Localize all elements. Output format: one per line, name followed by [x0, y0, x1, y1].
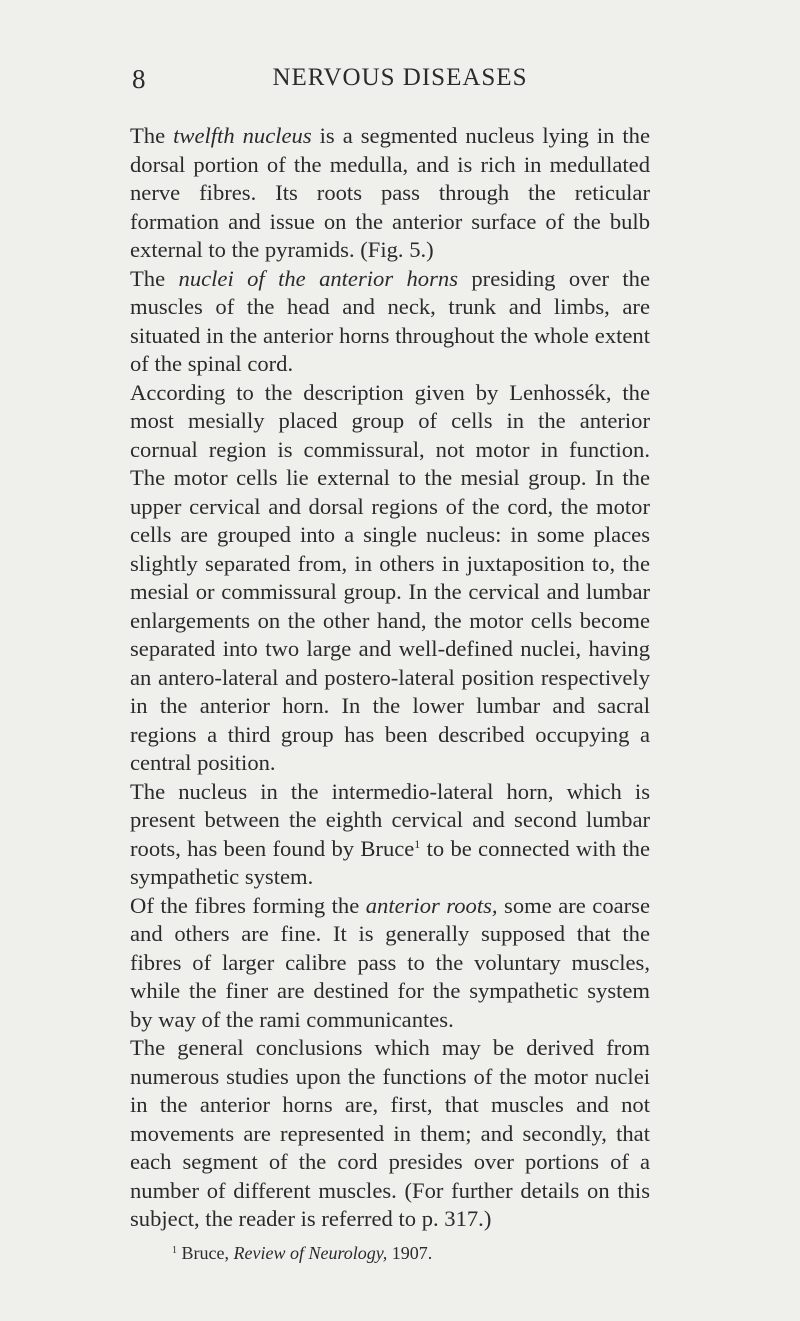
paragraph-twelfth-nucleus	[130, 122, 650, 265]
italic-term: twelfth nucleus	[173, 123, 312, 148]
footnote-year: 1907.	[387, 1242, 433, 1263]
footnote-reference: 1	[414, 836, 421, 851]
page-number: 8	[132, 64, 147, 94]
italic-term: nuclei of the anterior horns	[178, 265, 458, 291]
footnote-journal: Review of Neurology,	[233, 1242, 388, 1263]
paragraph-intermedio-lateral	[130, 778, 650, 892]
paragraph-text: The	[130, 123, 174, 148]
paragraph-text: The nucleus in the intermedio-lateral horn, which is present between the eighth cervical and second lumbar roots, has been found by Bruce	[130, 778, 650, 861]
running-title: NERVOUS DISEASES	[272, 64, 528, 91]
paragraph-text: According to the description given by Lenhossék, the most mesially placed group of cells in the anterior cornual region is commissural, not motor in function. The motor cells lie external to the mesial group. In the upper cervical and dorsal regions of the cord, the motor cells are grouped into a single nucleus: in some places slightly separated from, in others in juxtaposition to, the mesial or commissural group. In the cervical and lumbar enlargements on the other hand, the motor cells become separated into two large and well-defined nuclei, having an antero-lateral and postero-lateral position respectively in the anterior horn. In the lower lumbar and sacral regions a third group has been described occupying a central position.	[130, 379, 650, 775]
paragraph-conclusions	[130, 1034, 650, 1234]
paragraph-text: The general conclusions which may be derived from numerous studies upon the functions of the motor nuclei in the anterior horns are, first, that muscles and not movements are represented in them; and secondly, that each segment of the cord presides over portions of a number of different muscles. (For further details on this subject, the reader is referred to p. 317.)	[130, 1035, 650, 1231]
paragraph-text: presiding over the muscles of the head and neck, trunk and limbs, are situated in the anterior horns throughout the whole extent of the spinal cord.	[130, 265, 651, 376]
italic-term: anterior roots,	[365, 892, 498, 918]
paragraph-text: to be connected with the sympathetic system.	[130, 835, 650, 889]
footnote-author: Bruce,	[181, 1242, 234, 1263]
paragraph-text: some are coarse and others are fine. It is generally supposed that the fibres of larger calibre pass to the voluntary muscles, while the finer are destined for the sympathetic system by way of the rami communicantes.	[130, 892, 650, 1032]
paragraph-text: Of the fibres forming the	[130, 892, 366, 918]
paragraph-anterior-horn-nuclei	[130, 265, 650, 379]
footnote-marker: 1	[172, 1244, 177, 1256]
paragraph-text: The	[130, 265, 179, 291]
paragraph-anterior-roots	[130, 892, 650, 1035]
body-text	[130, 122, 650, 1264]
page-header	[0, 60, 800, 100]
footnote	[172, 1242, 650, 1264]
paragraph-text: is a segmented nucleus lying in the dorsal portion of the medulla, and is rich in medullated nerve fibres. Its roots pass through the reticular formation and issue on the anterior surface of the bulb external to the pyramids. (Fig. 5.)	[130, 123, 650, 262]
paragraph-lenhossek	[130, 379, 650, 778]
